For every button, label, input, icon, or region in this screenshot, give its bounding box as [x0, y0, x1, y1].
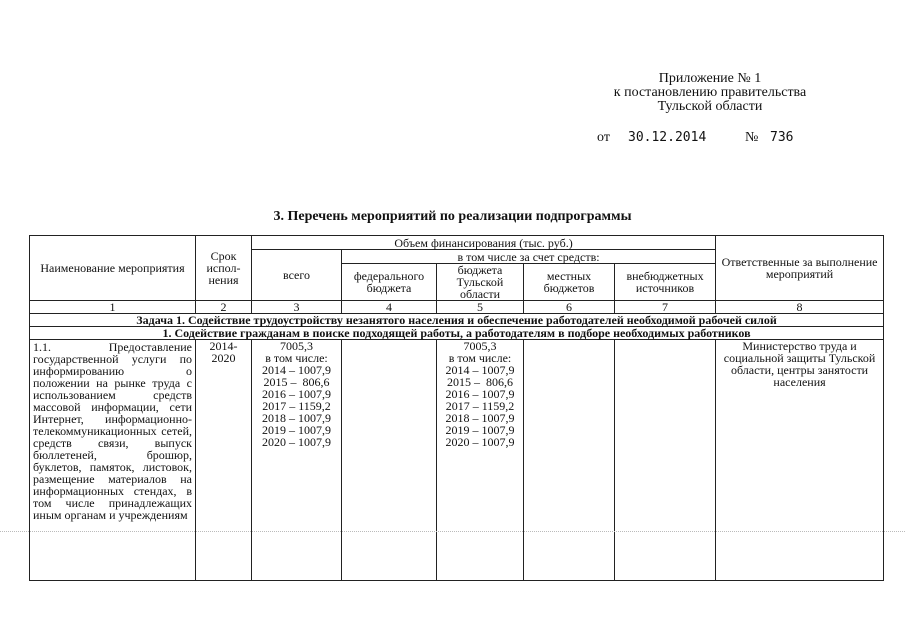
decree-number-label: № — [745, 130, 759, 145]
header-financing: Объем финансирования (тыс. руб.) — [252, 236, 716, 250]
header-extra: внебюджетных источников — [615, 264, 716, 301]
regional-year-line: 2017 – 1159,2 — [445, 399, 515, 413]
decree-number: 736 — [770, 130, 794, 145]
header-regional: бюджета Тульской области — [437, 264, 524, 301]
scan-artifact-line — [0, 531, 905, 532]
column-number: 1 — [30, 301, 196, 314]
total-year-line: 2020 – 1007,9 — [262, 435, 331, 449]
total-value: 7005,3 — [280, 339, 313, 353]
header-federal: федерального бюджета — [342, 264, 437, 301]
row-1-local — [524, 340, 615, 581]
appendix-line-1: Приложение № 1 — [658, 71, 762, 86]
row-1-term-text: 2014-2020 — [209, 339, 238, 365]
regional-year-line: 2016 – 1007,9 — [445, 387, 515, 401]
header-including: в том числе за счет средств: — [342, 250, 716, 264]
row-1-extra — [615, 340, 716, 581]
header-total: всего — [252, 250, 342, 301]
column-number: 8 — [716, 301, 884, 314]
total-year-line: 2016 – 1007,9 — [262, 387, 331, 401]
column-number: 5 — [437, 301, 524, 314]
total-year-line: 2015 – 806,6 — [263, 375, 330, 389]
column-number: 4 — [342, 301, 437, 314]
page-title: 3. Перечень мероприятий по реализации подпрограммы — [273, 209, 632, 224]
header-responsible: Ответственные за выполнение мероприятий — [716, 236, 884, 301]
column-number: 2 — [196, 301, 252, 314]
row-1-name: 1.1. Предоставление государственной услуги по информированию о положении на рынке труда с использованием средств массовой информации, сети Интернет, информационно-телекоммуникационных сетей, средств связи, выпуск бюллетеней, брошюр, буклетов, памяток, листовок, размещение материалов на информационных стендах, в том числе принадлежащих иным органам и учреждениям — [30, 340, 196, 581]
regional-year-line: 2019 – 1007,9 — [445, 423, 515, 437]
total-year-line: 2014 – 1007,9 — [262, 363, 331, 377]
row-1-total — [252, 340, 342, 581]
row-1-federal — [342, 340, 437, 581]
appendix-line-3: Тульской области — [657, 99, 763, 114]
regional-year-line: 2014 – 1007,9 — [445, 363, 515, 377]
task-1-row: Задача 1. Содействие трудоустройству незанятого населения и обеспечение работодателей необходимой рабочей силой — [30, 314, 884, 327]
column-number: 3 — [252, 301, 342, 314]
regional-value: 7005,3 — [463, 339, 497, 353]
header-term: Срок испол-нения — [196, 236, 252, 301]
total-year-line: 2018 – 1007,9 — [262, 411, 331, 425]
regional-year-line: 2020 – 1007,9 — [445, 435, 515, 449]
row-1-responsible: Министерство труда и социальной защиты Тульской области, центры занятости населения — [716, 340, 884, 581]
regional-year-line: 2015 – 806,6 — [447, 375, 513, 389]
regional-including-label: в том числе: — [448, 351, 512, 365]
measures-table — [29, 235, 884, 581]
total-year-line: 2019 – 1007,9 — [262, 423, 331, 437]
total-year-line: 2017 – 1159,2 — [262, 399, 331, 413]
decree-date: 30.12.2014 — [628, 130, 707, 145]
header-local: местных бюджетов — [524, 264, 615, 301]
appendix-line-2: к постановлению правительства — [613, 85, 807, 100]
header-name: Наименование мероприятия — [30, 236, 196, 301]
row-1-term — [196, 340, 252, 581]
decree-from-label: от — [597, 130, 610, 145]
appendix-block — [560, 72, 860, 114]
column-number: 6 — [524, 301, 615, 314]
regional-year-line: 2018 – 1007,9 — [445, 411, 515, 425]
row-1-regional — [437, 340, 524, 581]
section-1-row: 1. Содействие гражданам в поиске подходящей работы, а работодателям в подборе необходимых работников — [30, 327, 884, 340]
column-number: 7 — [615, 301, 716, 314]
total-including-label: в том числе: — [265, 351, 328, 365]
